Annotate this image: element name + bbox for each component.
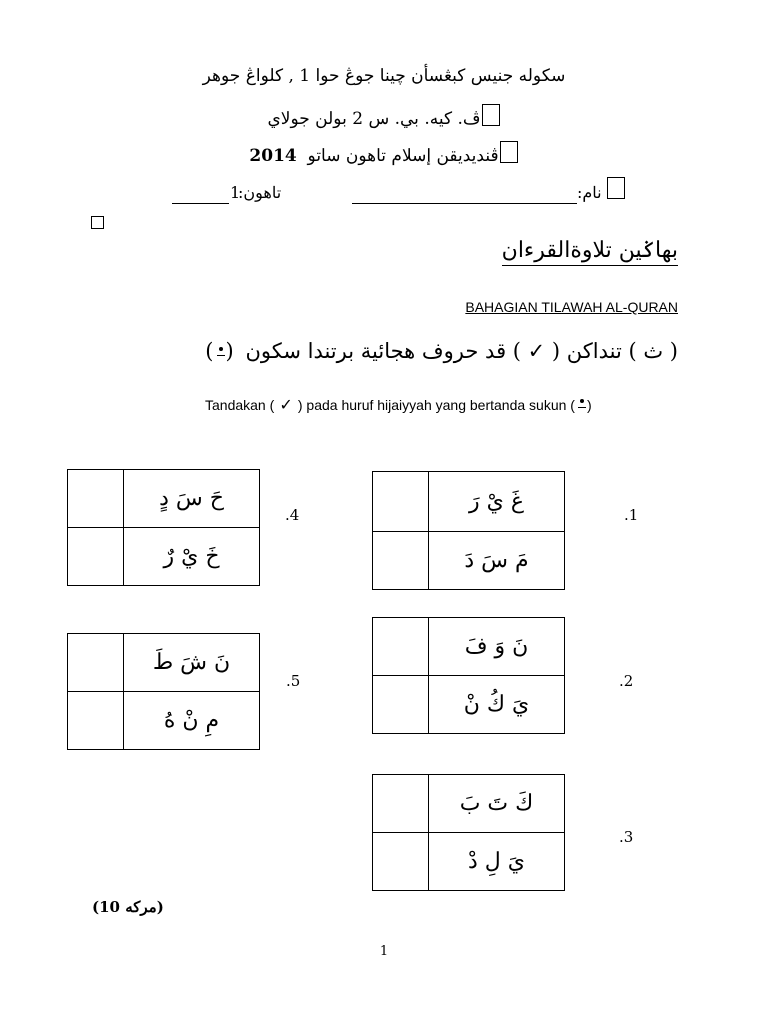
section-title-rumi: BAHAGIAN TILAWAH AL-QURAN [465, 299, 678, 315]
checkbox-icon [500, 141, 518, 163]
exam-title [0, 104, 768, 129]
name-blank [352, 185, 577, 204]
question-number: .2 [619, 672, 634, 690]
question-table-5 [67, 633, 260, 750]
question-number: .4 [285, 506, 300, 524]
tick-icon: ✓ [279, 397, 293, 414]
letter-set: مَ سَ دَ [429, 532, 565, 590]
letter-set: يَ لِ دْ [429, 833, 565, 891]
sukun-icon [214, 346, 226, 362]
answer-box[interactable] [68, 470, 124, 528]
school-name: سکوله جنيس کبڠسأن چينا جوڠ حوا 1 , کلواڠ جوهر [202, 66, 566, 86]
answer-box[interactable] [373, 472, 429, 532]
answer-box[interactable] [373, 775, 429, 833]
letter-set: نَ شَ طَ [124, 634, 260, 692]
name-label: نام: [577, 183, 602, 202]
letter-set: كَ تَ بَ [429, 775, 565, 833]
checkbox-icon [91, 216, 104, 229]
answer-box[interactable] [68, 528, 124, 586]
letter-set: مِ نْ هُ [124, 692, 260, 750]
question-number: .5 [286, 672, 301, 690]
checkbox-icon [607, 177, 625, 199]
answer-box[interactable] [68, 634, 124, 692]
exam-label: ڤ. کيه. بي. س 2 بولن جولاي [267, 109, 481, 129]
letter-set: نَ وَ فَ [429, 618, 565, 676]
subject-line [0, 141, 768, 166]
answer-box[interactable] [373, 676, 429, 734]
exam-year: 2014 [249, 146, 297, 166]
answer-box[interactable] [373, 833, 429, 891]
letter-set: يَ كُ نْ [429, 676, 565, 734]
year-label: تاهون: [238, 183, 282, 202]
year-blank [172, 185, 229, 204]
question-number: .1 [624, 506, 639, 524]
checkbox-icon [482, 104, 500, 126]
letter-set: حَ سَ دٍ [124, 470, 260, 528]
instruction-rumi: Tandakan ( ✓ ) pada huruf hijaiyyah yang bertanda sukun ( ) [205, 397, 592, 414]
subject-label: ڤنديديقن إسلام تاهون ساتو [307, 146, 499, 166]
page-number: 1 [379, 944, 389, 959]
answer-box[interactable] [373, 618, 429, 676]
answer-box[interactable] [373, 532, 429, 590]
student-info [172, 177, 627, 207]
instruction-arabic: ( ث ) تنداکن ( ✓ ) قد حروف هجائية برتندا سکون ( ) [205, 339, 678, 363]
letter-set: خَ يْ رٌ [124, 528, 260, 586]
question-table-1 [372, 471, 565, 590]
question-number: .3 [619, 828, 634, 846]
letter-set: غَ يْ رَ [429, 472, 565, 532]
answer-box[interactable] [68, 692, 124, 750]
question-table-3 [372, 774, 565, 891]
year-value: 1 [230, 183, 241, 202]
sukun-icon [575, 398, 587, 414]
question-table-4 [67, 469, 260, 586]
section-title-arabic: بهاݢين تلاوةالقرءان [502, 238, 678, 266]
question-table-2 [372, 617, 565, 734]
marks-label: (مرکه 10) [92, 898, 164, 916]
